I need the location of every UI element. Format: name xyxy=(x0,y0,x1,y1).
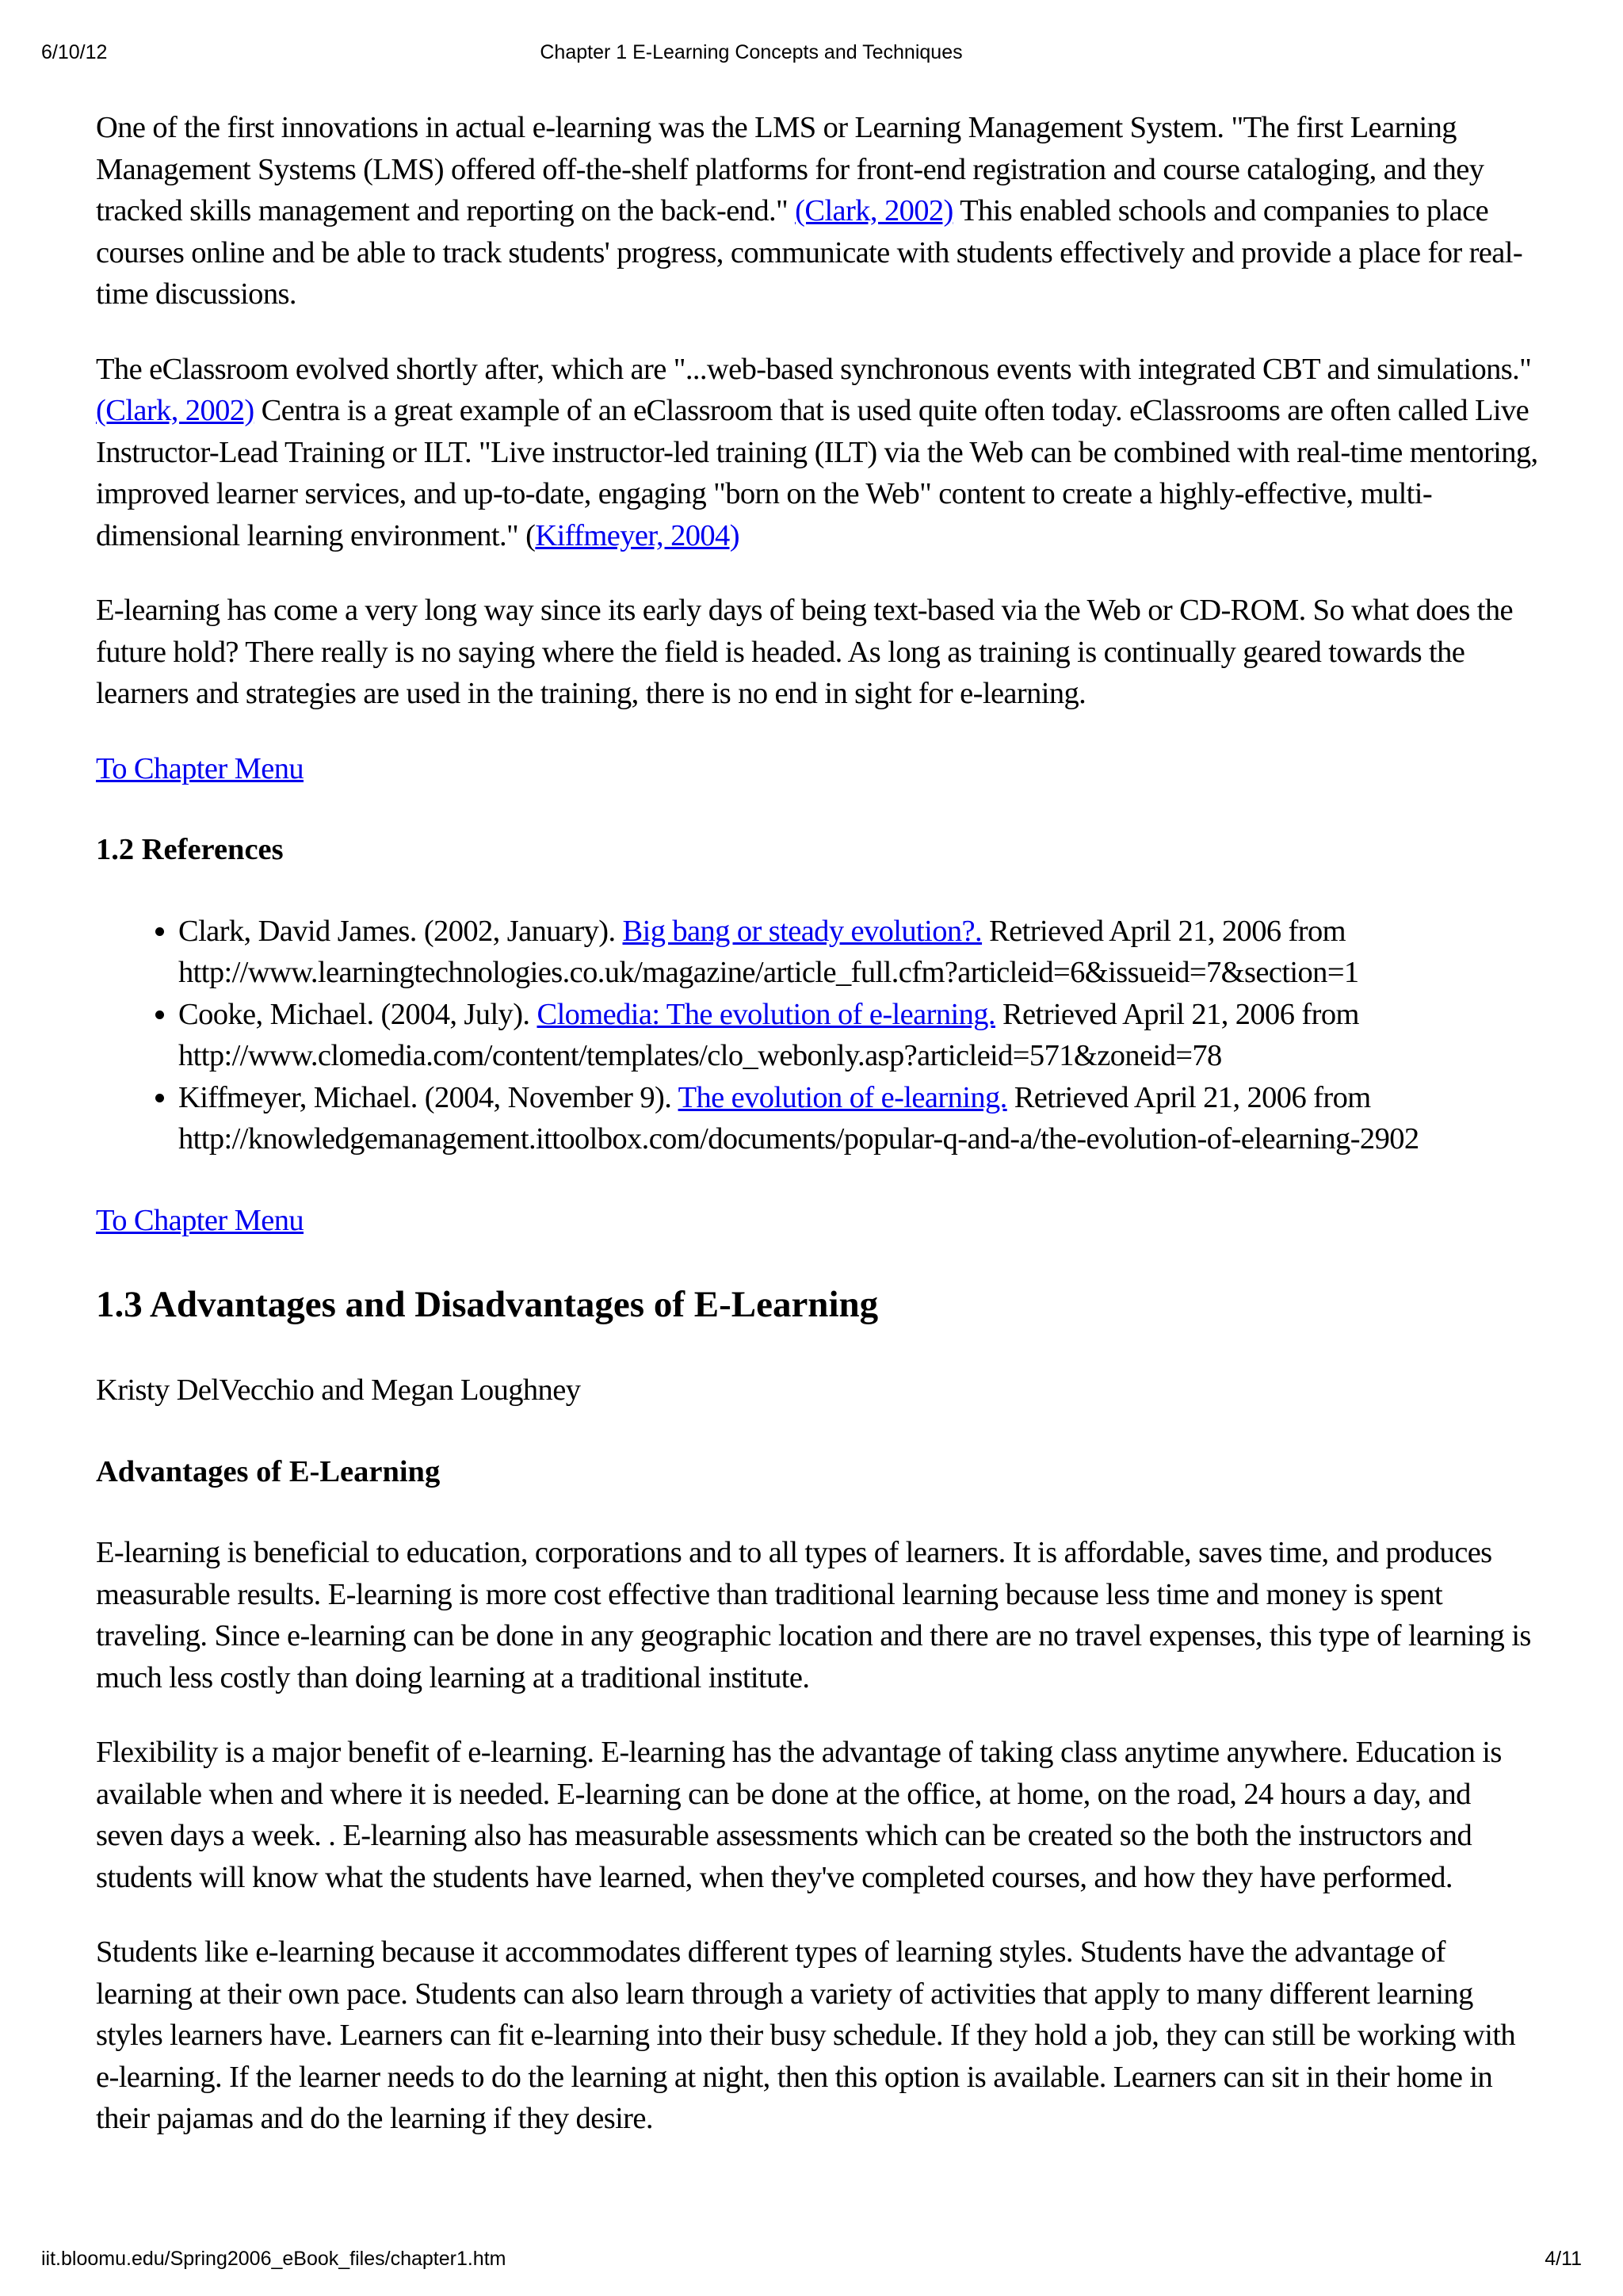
citation-link-clark[interactable]: (Clark, 2002) xyxy=(795,194,953,227)
reference-item: • Cooke, Michael. (2004, July). Clomedia: The evolution of e-learning. Retrieved April 21, 2006 from http://www.clomedia.com/content/templates/clo_webonly.asp?articleid=571&zoneid=78 xyxy=(178,994,1538,1077)
paragraph-learning-styles: Students like e-learning because it accommodates different types of learning styles. Students have the advantage of learning at their own pace. Students can also learn through a variety of activities that apply to many different learning styles learners have. Learners can fit e-learning into their busy schedule. If they hold a job, they can still be working with e-learning. If the learner needs to do the learning at night, then this option is available. Learners can sit in their home in their pajamas and do the learning if they desire. xyxy=(96,1935,1516,2135)
reference-link[interactable]: Big bang or steady evolution?. xyxy=(622,914,983,948)
paragraph-eclassroom: The eClassroom evolved shortly after, which are "...web-based synchronous events with integrated CBT and simulations." (Clark, 2002) Centra is a great example of an eClassroom that is used quite often today. eClassrooms are often called Live Instructor-Lead Training or ILT. "Live instructor-led training (ILT) via the Web can be combined with real-time mentoring, improved learner services, and up-to-date, engaging "born on the Web" content to create a highly-effective, multi-dimensional learning environment." (Kiffmeyer, 2004) xyxy=(96,352,1538,552)
paragraph-flexibility: Flexibility is a major benefit of e-learning. E-learning has the advantage of taking class anytime anywhere. Education is available when and where it is needed. E-learning can be done at the office, at home, on the road, 24 hours a day, and seven days a week. . E-learning also has measurable assessments which can be created so the both the instructors and students will know what the students have learned, when they've completed courses, and how they have performed. xyxy=(96,1736,1502,1894)
reference-item: • Clark, David James. (2002, January). Big bang or steady evolution?. Retrieved April 21, 2006 from http://www.learningtechnologies.co.uk/magazine/article_full.cfm?articleid=6&issueid=7&section=1 xyxy=(178,911,1538,994)
paragraph-future: E-learning has come a very long way since its early days of being text-based via the Web or CD-ROM. So what does the future hold? There really is no saying where the field is headed. As long as training is continually geared towards the learners and strategies are used in the training, there is no end in sight for e-learning. xyxy=(96,594,1514,710)
references-heading: 1.2 References xyxy=(96,833,284,866)
document-content xyxy=(96,107,1538,2173)
chapter-menu-link[interactable]: To Chapter Menu xyxy=(96,751,304,785)
print-title: Chapter 1 E-Learning Concepts and Techniques xyxy=(540,41,963,63)
section-heading: 1.3 Advantages and Disadvantages of E-Learning xyxy=(96,1284,879,1325)
references-list xyxy=(96,911,1538,1160)
chapter-menu-link[interactable]: To Chapter Menu xyxy=(96,1203,304,1237)
print-page-number: 4/11 xyxy=(1545,2248,1582,2270)
print-date: 6/10/12 xyxy=(41,41,108,63)
reference-link[interactable]: Clomedia: The evolution of e-learning. xyxy=(537,997,995,1031)
paragraph-lms: One of the first innovations in actual e-learning was the LMS or Learning Management System. "The first Learning Management Systems (LMS) offered off-the-shelf platforms for front-end registration and course cataloging, and they tracked skills management and reporting on the back-end." (Clark, 2002) This enabled schools and companies to place courses online and be able to track students' progress, communicate with students effectively and provide a place for real-time discussions. xyxy=(96,111,1523,311)
reference-link[interactable]: The evolution of e-learning. xyxy=(678,1080,1007,1114)
advantages-heading: Advantages of E-Learning xyxy=(96,1454,441,1488)
reference-item: • Kiffmeyer, Michael. (2004, November 9). The evolution of e-learning. Retrieved April 21, 2006 from http://knowledgemanagement.ittoolbox.com/documents/popular-q-and-a/the-evolution-of-elearning-2902 xyxy=(178,1077,1538,1160)
citation-link-kiffmeyer[interactable]: Kiffmeyer, 2004) xyxy=(535,518,739,552)
authors-line: Kristy DelVecchio and Megan Loughney xyxy=(96,1373,581,1407)
print-url: iit.bloomu.edu/Spring2006_eBook_files/chapter1.htm xyxy=(41,2248,506,2270)
paragraph-benefits: E-learning is beneficial to education, corporations and to all types of learners. It is affordable, saves time, and produces measurable results. E-learning is more cost effective than traditional learning because less time and money is spent traveling. Since e-learning can be done in any geographic location and there are no travel expenses, this type of learning is much less costly than doing learning at a traditional institute. xyxy=(96,1536,1531,1694)
citation-link-clark[interactable]: (Clark, 2002) xyxy=(96,394,254,427)
